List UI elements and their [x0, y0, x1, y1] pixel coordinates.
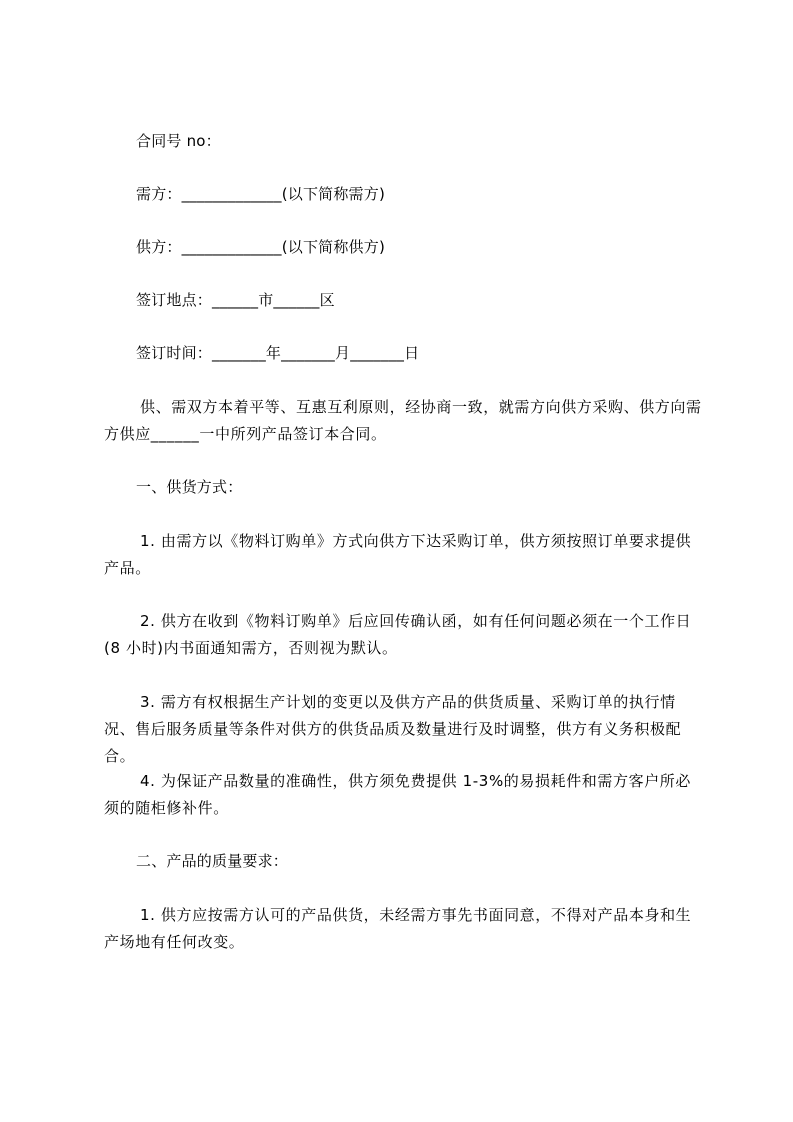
signing-time-line: 签订时间：_______年_______月_______日	[136, 344, 420, 362]
preamble-paragraph: 供、需双方本着平等、互惠互利原则，经协商一致，就需方向供方采购、供方向需方供应______一中所列产品签订本合同。	[104, 398, 702, 443]
contract-number: 合同号 no：	[136, 132, 221, 150]
supplier-line: 供方：_____________(以下简称供方)	[136, 238, 386, 256]
section-2-item-1: 1. 供方应按需方认可的产品供货，未经需方事先书面同意，不得对产品本身和生产场地有任何改变。	[104, 906, 692, 951]
signing-place-line: 签订地点：______市______区	[136, 291, 335, 309]
section-1-title: 一、供货方式：	[136, 478, 243, 496]
section-2-title: 二、产品的质量要求：	[136, 852, 289, 870]
section-1-item-1: 1. 由需方以《物料订购单》方式向供方下达采购订单，供方须按照订单要求提供产品。	[104, 532, 692, 577]
section-1-item-3: 3. 需方有权根据生产计划的变更以及供方产品的供货质量、采购订单的执行情况、售后服务质量等条件对供方的供货品质及数量进行及时调整，供方有义务积极配合。	[104, 693, 682, 765]
section-1-item-4: 4. 为保证产品数量的准确性，供方须免费提供 1-3%的易损耗件和需方客户所必须的随柜修补件。	[104, 772, 692, 817]
section-1-item-2: 2. 供方在收到《物料订购单》后应回传确认函，如有任何问题必须在一个工作日(8 小时)内书面通知需方，否则视为默认。	[104, 612, 692, 657]
buyer-line: 需方：_____________(以下简称需方)	[136, 185, 386, 203]
